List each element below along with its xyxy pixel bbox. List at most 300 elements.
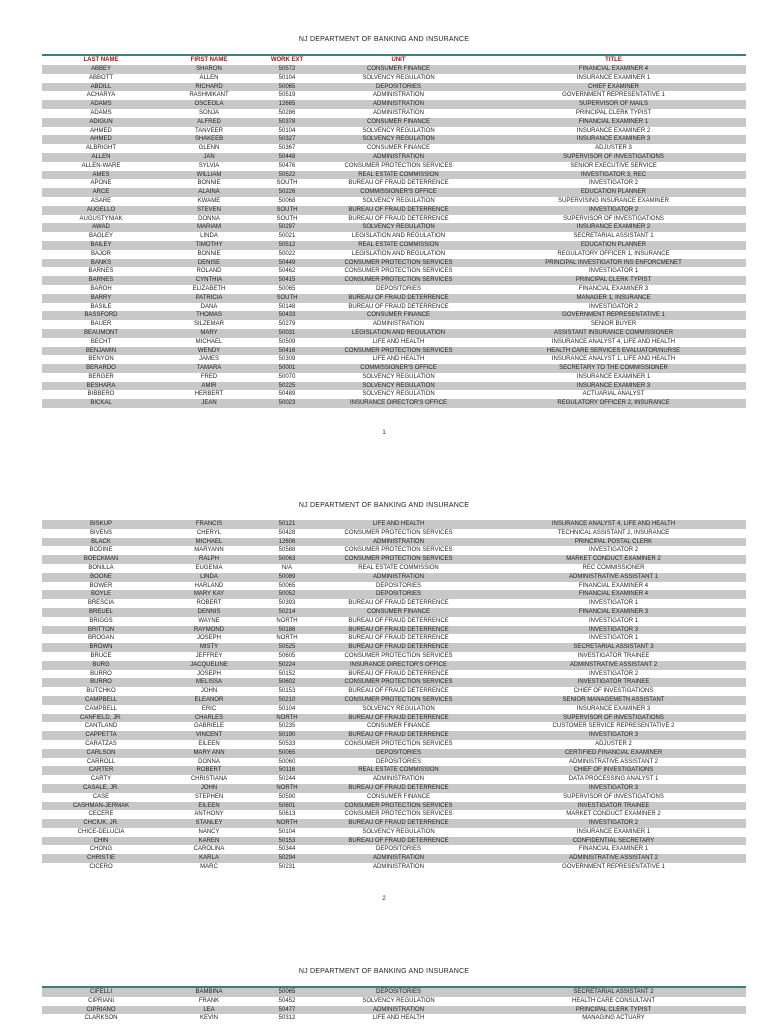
cell-first-name: TAMARA — [196, 365, 222, 372]
cell-last-name: ADAMS — [90, 109, 112, 116]
table-row — [42, 810, 746, 819]
cell-work-ext: 50224 — [278, 661, 296, 668]
page-1-title: NJ DEPARTMENT OF BANKING AND INSURANCE — [298, 36, 470, 43]
cell-first-name: CHARLES — [194, 714, 224, 721]
table-row — [42, 670, 746, 679]
cell-first-name: GLENN — [198, 145, 220, 152]
cell-title: INVESTIGATOR 2 — [588, 820, 639, 827]
page-2-table — [42, 520, 746, 872]
cell-title: SUPERVISOR OF INVESTIGATIONS — [563, 793, 664, 800]
cell-first-name: OSCEOLA — [194, 101, 224, 108]
table-row — [42, 626, 746, 635]
page-3-rows — [42, 988, 746, 1023]
cell-work-ext: 50452 — [278, 997, 296, 1004]
cell-title: INVESTIGATOR 3 — [588, 732, 639, 739]
cell-unit: CONSUMER PROTECTION SERVICES — [344, 679, 453, 686]
cell-unit: SOLVENCY REGULATION — [362, 391, 435, 398]
cell-title: INSURANCE EXAMINER 3 — [576, 382, 651, 389]
table-row — [42, 819, 746, 828]
cell-title: INSURANCE ANALYST 1, LIFE AND HEALTH — [551, 356, 676, 363]
cell-title: FINANCIAL EXAMINER 3 — [578, 285, 649, 292]
cell-work-ext: 50210 — [278, 696, 296, 703]
cell-title: INVESTIGATOR 1 — [588, 617, 639, 624]
cell-last-name: BUTCHKO — [86, 688, 116, 695]
cell-work-ext: 50065 — [278, 749, 296, 756]
table-row — [42, 538, 746, 547]
cell-first-name: TANVEER — [195, 127, 223, 134]
cell-first-name: ALLEN — [199, 74, 219, 81]
cell-title: SECRETARY TO THE COMMISSIONER — [559, 365, 668, 372]
table-row — [42, 127, 746, 136]
cell-title: INSURANCE ANALYST 4, LIFE AND HEALTH — [551, 338, 676, 345]
cell-first-name: GABRIELE — [193, 723, 224, 730]
table-row — [42, 135, 746, 144]
cell-unit: REAL ESTATE COMMISSION — [358, 564, 439, 571]
cell-title: INVESTIGATOR 2 — [588, 670, 639, 677]
cell-last-name: CECERE — [88, 811, 114, 818]
cell-title: REGULATORY OFFICER 2, INSURANCE — [557, 400, 670, 407]
cell-first-name: CYNTHIA — [195, 277, 223, 284]
cell-last-name: CARLSON — [86, 749, 116, 756]
cell-work-ext: 50031 — [278, 329, 296, 336]
cell-last-name: BOONE — [90, 573, 112, 580]
cell-last-name: BRITTON — [87, 626, 115, 633]
cell-first-name: JOHN — [200, 688, 218, 695]
cell-unit: ADMINISTRATION — [373, 776, 424, 783]
cell-last-name: BERGER — [88, 373, 114, 380]
cell-title: SUPERVISOR OF INVESTIGATIONS — [563, 215, 664, 222]
cell-title: ADJUSTER 2 — [595, 740, 632, 747]
cell-title: FINANCIAL EXAMINER 4 — [578, 591, 649, 598]
cell-title: CONFIDENTIAL SECRETARY — [572, 837, 655, 844]
cell-title: MANAGING ACTUARY — [582, 1015, 645, 1022]
cell-unit: BUREAU OF FRAUD DETERRENCE — [348, 617, 449, 624]
cell-work-ext: 50279 — [278, 321, 296, 328]
cell-last-name: BIBBERO — [87, 391, 115, 398]
cell-title: INVESTIGATOR 2 — [588, 180, 639, 187]
cell-last-name: AUGUSTYNIAK — [79, 215, 123, 222]
cell-work-ext: 50519 — [278, 92, 296, 99]
cell-first-name: EUGENIA — [195, 564, 223, 571]
table-row — [42, 582, 746, 591]
cell-first-name: MICHAEL — [195, 538, 223, 545]
cell-last-name: CANTLAND — [84, 723, 118, 730]
cell-last-name: CAPPETTA — [85, 732, 117, 739]
cell-last-name: BECHT — [90, 338, 112, 345]
cell-title: INSURANCE EXAMINER 2 — [576, 127, 651, 134]
cell-last-name: AMES — [92, 171, 110, 178]
cell-work-ext: 50327 — [278, 136, 296, 143]
cell-title: INSURANCE EXAMINER 3 — [576, 705, 651, 712]
cell-last-name: CIPRIANI — [87, 997, 114, 1004]
table-row — [42, 573, 746, 582]
cell-title: SENIOR BUYER — [590, 321, 637, 328]
cell-unit: CONSUMER FINANCE — [366, 312, 430, 319]
cell-unit: DEPOSITORIES — [376, 758, 421, 765]
cell-last-name: ABBOTT — [88, 74, 113, 81]
cell-first-name: RAYMOND — [193, 626, 225, 633]
cell-work-ext: 50344 — [278, 846, 296, 853]
cell-last-name: AUGELLO — [86, 206, 116, 213]
table-row — [42, 854, 746, 863]
cell-first-name: CAROLINA — [193, 846, 225, 853]
cell-work-ext: 50312 — [278, 1015, 296, 1022]
cell-first-name: MARYANN — [194, 547, 224, 554]
table-row — [42, 153, 746, 162]
cell-first-name: SILZEMAR — [193, 321, 224, 328]
cell-last-name: BOYLE — [90, 591, 111, 598]
cell-last-name: BAILEY — [90, 241, 112, 248]
cell-unit: LEGISLATION AND REGULATION — [351, 250, 446, 257]
cell-first-name: ELIZABETH — [192, 285, 226, 292]
cell-title: INVESTIGATOR 2 — [588, 206, 639, 213]
cell-unit: SOLVENCY REGULATION — [362, 197, 435, 204]
cell-first-name: WAYNE — [198, 617, 220, 624]
cell-work-ext: 50588 — [278, 547, 296, 554]
cell-work-ext: 50068 — [278, 197, 296, 204]
cell-title: PRINCIPAL POSTAL CLERK — [574, 538, 653, 545]
cell-unit: CONSUMER PROTECTION SERVICES — [344, 696, 453, 703]
cell-work-ext: 50525 — [278, 644, 296, 651]
cell-unit: CONSUMER FINANCE — [366, 118, 430, 125]
cell-first-name: MISTY — [199, 644, 219, 651]
cell-unit: CONSUMER FINANCE — [366, 793, 430, 800]
cell-work-ext: 50415 — [278, 277, 296, 284]
cell-work-ext: 50235 — [278, 723, 296, 730]
cell-title: FINANCIAL EXAMINER 1 — [578, 118, 649, 125]
cell-last-name: ABBEY — [90, 66, 111, 72]
cell-unit: ADMINISTRATION — [373, 101, 424, 108]
cell-work-ext: 50089 — [278, 573, 296, 580]
cell-first-name: DENISE — [197, 259, 221, 266]
cell-work-ext: 50533 — [278, 740, 296, 747]
table-row — [42, 373, 746, 382]
cell-title: SUPERVISOR OF INVESTIGATIONS — [563, 714, 664, 721]
table-row — [42, 705, 746, 714]
table-row — [42, 338, 746, 347]
cell-work-ext: 50214 — [278, 608, 296, 615]
cell-unit: ADMINISTRATION — [373, 153, 424, 160]
cell-first-name: DANA — [200, 303, 218, 310]
cell-last-name: BRUCE — [90, 652, 112, 659]
cell-last-name: ACHARYA — [86, 92, 116, 99]
page-1-table — [42, 54, 746, 408]
cell-last-name: CARTY — [90, 776, 112, 783]
cell-unit: CONSUMER PROTECTION SERVICES — [344, 811, 453, 818]
table-row — [42, 784, 746, 793]
cell-work-ext: 50433 — [278, 312, 296, 319]
table-row — [42, 1006, 746, 1015]
cell-last-name: BROWN — [89, 644, 113, 651]
cell-last-name: BEAUMONT — [83, 329, 118, 336]
cell-first-name: BONNIE — [197, 180, 221, 187]
table-row — [42, 390, 746, 399]
cell-last-name: BAGLEY — [88, 233, 113, 240]
cell-last-name: APONE — [90, 180, 112, 187]
cell-title: INSURANCE EXAMINER 1 — [576, 373, 651, 380]
table-row — [42, 758, 746, 767]
cell-unit: CONSUMER FINANCE — [366, 145, 430, 152]
cell-last-name: BURG — [92, 661, 110, 668]
cell-unit: CONSUMER PROTECTION SERVICES — [344, 556, 453, 563]
table-row — [42, 599, 746, 608]
cell-first-name: SHAKEEB — [194, 136, 224, 143]
cell-title: REC COMMISSIONER — [582, 564, 645, 571]
table-row — [42, 144, 746, 153]
table-row — [42, 188, 746, 197]
cell-work-ext: 50065 — [278, 285, 296, 292]
table-row — [42, 722, 746, 731]
cell-title: CERTIFIED FINANCIAL EXAMINER — [564, 749, 663, 756]
cell-first-name: RASHMIKANT — [189, 92, 229, 99]
cell-work-ext: 50104 — [278, 828, 296, 835]
table-row — [42, 845, 746, 854]
cell-unit: ADMINISTRATION — [373, 573, 424, 580]
cell-unit: BUREAU OF FRAUD DETERRENCE — [348, 635, 449, 642]
cell-last-name: BAUER — [90, 321, 112, 328]
cell-unit: SOLVENCY REGULATION — [362, 705, 435, 712]
table-row — [42, 608, 746, 617]
cell-unit: SOLVENCY REGULATION — [362, 373, 435, 380]
cell-work-ext: 50244 — [278, 776, 296, 783]
cell-last-name: BANKS — [90, 259, 112, 266]
cell-work-ext: 50052 — [278, 591, 296, 598]
cell-first-name: JAN — [203, 153, 215, 160]
cell-title: INSURANCE ANALYST 4, LIFE AND HEALTH — [551, 521, 676, 527]
cell-first-name: STANLEY — [195, 820, 223, 827]
cell-work-ext: 50602 — [278, 679, 296, 686]
cell-unit: BUREAU OF FRAUD DETERRENCE — [348, 206, 449, 213]
cell-last-name: ARCE — [92, 189, 110, 196]
cell-title: SENIOR EXECUTIVE SERVICE — [570, 162, 657, 169]
cell-first-name: KEVIN — [199, 1015, 218, 1022]
page-2-rows — [42, 520, 746, 872]
cell-first-name: ALAINA — [198, 189, 220, 196]
cell-work-ext: 50428 — [278, 529, 296, 536]
cell-unit: BUREAU OF FRAUD DETERRENCE — [348, 215, 449, 222]
cell-first-name: THOMAS — [196, 312, 222, 319]
header-work-ext: WORK EXT — [270, 57, 304, 63]
cell-unit: DEPOSITORIES — [376, 83, 421, 90]
cell-title: FINANCIAL EXAMINER 4 — [578, 66, 649, 72]
cell-title: ADMINISTRATIVE ASSISTANT 2 — [568, 855, 659, 862]
cell-work-ext: NORTH — [276, 820, 298, 827]
cell-title: GOVERNMENT REPRESENTATIVE 1 — [562, 92, 665, 99]
cell-first-name: MICHAEL — [195, 338, 223, 345]
cell-first-name: LINDA — [200, 233, 218, 240]
cell-last-name: BARNES — [88, 268, 114, 275]
cell-work-ext: 50448 — [278, 153, 296, 160]
table-row — [42, 303, 746, 312]
cell-title: PRINCIPAL CLERK TYPIST — [575, 277, 652, 284]
cell-unit: INSURANCE DIRECTOR'S OFFICE — [349, 400, 448, 407]
cell-unit: SOLVENCY REGULATION — [362, 127, 435, 134]
cell-first-name: STEPHEN — [194, 793, 224, 800]
cell-last-name: BROGAN — [87, 635, 114, 642]
table-row — [42, 347, 746, 356]
cell-work-ext: 50231 — [278, 864, 296, 871]
cell-first-name: RICHARD — [195, 83, 223, 90]
cell-first-name: RALPH — [198, 556, 219, 563]
cell-work-ext: 50477 — [278, 1006, 296, 1013]
cell-work-ext: SOUTH — [276, 294, 298, 301]
cell-last-name: CASHMAN-JERMAK — [72, 802, 130, 809]
cell-unit: DEPOSITORIES — [376, 582, 421, 589]
cell-work-ext: 50462 — [278, 268, 296, 275]
cell-work-ext: 50489 — [278, 391, 296, 398]
cell-work-ext: 50393 — [278, 600, 296, 607]
cell-last-name: BURRO — [90, 679, 112, 686]
cell-work-ext: 50104 — [278, 127, 296, 134]
cell-unit: BUREAU OF FRAUD DETERRENCE — [348, 303, 449, 310]
cell-first-name: JOSEPH — [196, 635, 221, 642]
cell-first-name: EILEEN — [198, 802, 220, 809]
cell-work-ext: 50601 — [278, 802, 296, 809]
cell-unit: CONSUMER PROTECTION SERVICES — [344, 802, 453, 809]
cell-unit: BUREAU OF FRAUD DETERRENCE — [348, 714, 449, 721]
cell-first-name: JAMES — [198, 356, 219, 363]
cell-first-name: KARLA — [199, 855, 219, 862]
cell-title: CUSTOMER SERVICE REPRESENTATIVE 2 — [552, 723, 675, 730]
cell-first-name: PATRICIA — [195, 294, 223, 301]
cell-unit: CONSUMER PROTECTION SERVICES — [344, 347, 453, 354]
table-row — [42, 802, 746, 811]
cell-title: ADMINISTRATIVE ASSISTANT 2 — [568, 758, 659, 765]
cell-work-ext: 50065 — [278, 83, 296, 90]
cell-first-name: LINDA — [200, 573, 218, 580]
cell-first-name: MARIAM — [197, 224, 221, 231]
page-3-table — [42, 986, 746, 1023]
cell-work-ext: 12606 — [278, 538, 296, 545]
cell-unit: DEPOSITORIES — [376, 749, 421, 756]
table-row — [42, 223, 746, 232]
table-row — [42, 241, 746, 250]
cell-unit: ADMINISTRATION — [373, 538, 424, 545]
cell-first-name: BAMBINA — [195, 989, 223, 995]
cell-last-name: CAMPBELL — [84, 696, 117, 703]
table-row — [42, 837, 746, 846]
cell-last-name: ALLEN — [91, 153, 111, 160]
cell-last-name: BOWER — [89, 582, 113, 589]
cell-work-ext: 50509 — [278, 338, 296, 345]
cell-last-name: BODINE — [89, 547, 113, 554]
cell-last-name: CLARKSON — [84, 1015, 118, 1022]
cell-work-ext: 50449 — [278, 259, 296, 266]
cell-work-ext: NORTH — [276, 617, 298, 624]
cell-last-name: BLACK — [91, 538, 111, 545]
cell-title: GOVERNMENT REPRESENTATIVE 1 — [562, 864, 665, 871]
table-row — [42, 828, 746, 837]
cell-title: SUPERVISOR OF MAILS — [579, 101, 648, 108]
table-row — [42, 634, 746, 643]
table-row — [42, 687, 746, 696]
table-row — [42, 793, 746, 802]
cell-work-ext: 50605 — [278, 652, 296, 659]
cell-title: SUPERVISOR OF INVESTIGATIONS — [563, 153, 664, 160]
cell-title: INSURANCE EXAMINER 1 — [576, 828, 651, 835]
cell-first-name: KWAME — [197, 197, 221, 204]
cell-last-name: BARRY — [90, 294, 112, 301]
cell-unit: REAL ESTATE COMMISSION — [358, 767, 439, 774]
cell-last-name: CARTER — [88, 767, 114, 774]
cell-first-name: JACQUELINE — [190, 661, 228, 668]
cell-title: TECHNICAL ASSISTANT 2, INSURANCE — [557, 529, 670, 536]
cell-work-ext: 50286 — [278, 109, 296, 116]
cell-unit: SOLVENCY REGULATION — [362, 382, 435, 389]
page-1-rows — [42, 65, 746, 408]
table-row — [42, 546, 746, 555]
cell-first-name: EILEEN — [198, 740, 220, 747]
cell-work-ext: 50416 — [278, 347, 296, 354]
cell-unit: CONSUMER PROTECTION SERVICES — [344, 529, 453, 536]
cell-unit: ADMINISTRATION — [373, 864, 424, 871]
table-row — [42, 276, 746, 285]
table-row — [42, 364, 746, 373]
table-row — [42, 355, 746, 364]
cell-unit: BUREAU OF FRAUD DETERRENCE — [348, 180, 449, 187]
cell-first-name: AMIR — [201, 382, 217, 389]
cell-last-name: BENJAMIN — [85, 347, 117, 354]
cell-last-name: BRESCIA — [87, 600, 115, 607]
cell-unit: BUREAU OF FRAUD DETERRENCE — [348, 784, 449, 791]
cell-unit: ADMINISTRATION — [373, 109, 424, 116]
cell-unit: CONSUMER PROTECTION SERVICES — [344, 652, 453, 659]
cell-last-name: BAROH — [90, 285, 112, 292]
cell-title: SECRETARIAL ASSISTANT 3 — [573, 644, 654, 651]
cell-title: HEALTH CARE SERVICES EVALUATOR/NURSE — [546, 347, 681, 354]
cell-unit: CONSUMER PROTECTION SERVICES — [344, 259, 453, 266]
table-row — [42, 232, 746, 241]
table-row — [42, 714, 746, 723]
table-row — [42, 215, 746, 224]
table-row — [42, 162, 746, 171]
cell-title: PRINCIPAL CLERK TYPIST — [575, 109, 652, 116]
cell-title: REGULATORY OFFICER 1, INSURANCE — [557, 250, 670, 257]
table-row — [42, 731, 746, 740]
cell-title: INSURANCE EXAMINER 2 — [576, 224, 651, 231]
cell-title: INVESTIGATOR 3 — [588, 626, 639, 633]
cell-work-ext: 50023 — [278, 400, 296, 407]
cell-unit: COMMISSIONER'S OFFICE — [360, 365, 437, 372]
cell-last-name: BAJOR — [90, 250, 111, 257]
cell-first-name: JOHN — [200, 784, 218, 791]
cell-last-name: BESHARA — [86, 382, 116, 389]
table-row — [42, 267, 746, 276]
cell-unit: CONSUMER PROTECTION SERVICES — [344, 162, 453, 169]
cell-title: INVESTIGATOR 2 — [588, 303, 639, 310]
cell-last-name: CHICE-DELUCIA — [77, 828, 125, 835]
cell-title: SUPERVISING INSURANCE EXAMINER — [558, 197, 669, 204]
cell-first-name: JEFFREY — [195, 652, 223, 659]
cell-unit: BUREAU OF FRAUD DETERRENCE — [348, 688, 449, 695]
cell-first-name: ERIC — [201, 705, 217, 712]
cell-first-name: VINCENT — [195, 732, 223, 739]
cell-first-name: ROBERT — [196, 600, 222, 607]
cell-title: ADMINSTRATIVE ASSISTANT 2 — [569, 661, 658, 668]
cell-unit: LEGISLATION AND REGULATION — [351, 233, 446, 240]
cell-title: PRINCIPAL INVESTIGATOR INS ENFORCMENET — [545, 259, 682, 266]
header-unit: UNIT — [391, 57, 406, 63]
cell-first-name: WILLIAM — [196, 171, 222, 178]
cell-unit: DEPOSITORIES — [376, 989, 421, 995]
cell-unit: LIFE AND HEALTH — [372, 356, 425, 363]
cell-work-ext: SOUTH — [276, 206, 298, 213]
table-row — [42, 652, 746, 661]
table-row — [42, 109, 746, 118]
table-row — [42, 863, 746, 872]
cell-unit: CONSUMER PROTECTION SERVICES — [344, 547, 453, 554]
cell-unit: INSURANCE DIRECTOR'S OFFICE — [349, 661, 448, 668]
